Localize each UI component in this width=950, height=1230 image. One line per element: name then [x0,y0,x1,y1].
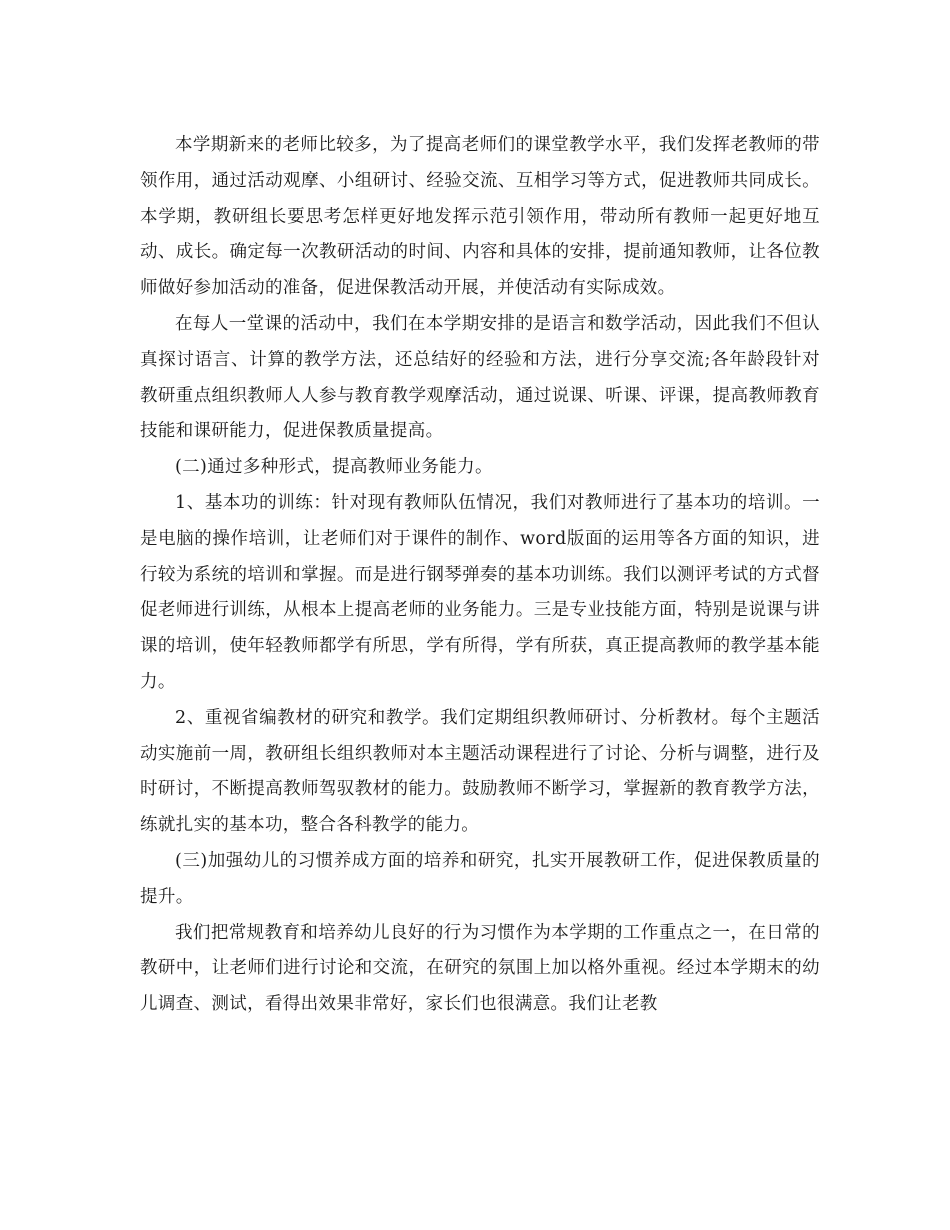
paragraph-textbook-research: 2、重视省编教材的研究和教学。我们定期组织教师研讨、分析教材。每个主题活动实施前一周，教研组长组织教师对本主题活动课程进行了讨论、分析与调整，进行及时研讨，不断提高教师驾驭教材的能力。鼓励教师不断学习，掌握新的教育教学方法，练就扎实的基本功，整合各科教学的能力。 [140,707,820,836]
paragraph-lesson-activities: 在每人一堂课的活动中，我们在本学期安排的是语言和数学活动，因此我们不但认真探讨语言、计算的教学方法，还总结好的经验和方法，进行分享交流;各年龄段针对教研重点组织教师人人参与教育教学观摩活动，通过说课、听课、评课，提高教师教育技能和课研能力，促进保教质量提高。 [140,313,820,442]
paragraph-habit-education: 我们把常规教育和培养幼儿良好的行为习惯作为本学期的工作重点之一，在日常的教研中，让老师们进行讨论和交流，在研究的氛围上加以格外重视。经过本学期末的幼儿调查、测试，看得出效果非常好，家长们也很满意。我们让老教 [140,922,820,1015]
paragraph-teacher-growth: 本学期新来的老师比较多，为了提高老师们的课堂教学水平，我们发挥老教师的带领作用，通过活动观摩、小组研讨、经验交流、互相学习等方式，促进教师共同成长。本学期，教研组长要思考怎样更好地发挥示范引领作用，带动所有教师一起更好地互动、成长。确定每一次教研活动的时间、内容和具体的安排，提前通知教师，让各位教师做好参加活动的准备，促进保教活动开展，并使活动有实际成效。 [140,135,820,299]
section-heading-two: (二)通过多种形式，提高教师业务能力。 [175,457,493,478]
paragraph-basic-skills: 1、基本功的训练：针对现有教师队伍情况，我们对教师进行了基本功的培训。一是电脑的操作培训，让老师们对于课件的制作、word版面的运用等各方面的知识，进行较为系统的培训和掌握。而是进行钢琴弹奏的基本功训练。我们以测评考试的方式督促老师进行训练，从根本上提高老师的业务能力。三是专业技能方面，特别是说课与讲课的培训，使年轻教师都学有所思，学有所得，学有所获，真正提高教师的教学基本能力。 [140,492,820,692]
document-body [140,128,820,1023]
section-heading-three: (三)加强幼儿的习惯养成方面的培养和研究，扎实开展教研工作，促进保教质量的提升。 [140,850,820,907]
